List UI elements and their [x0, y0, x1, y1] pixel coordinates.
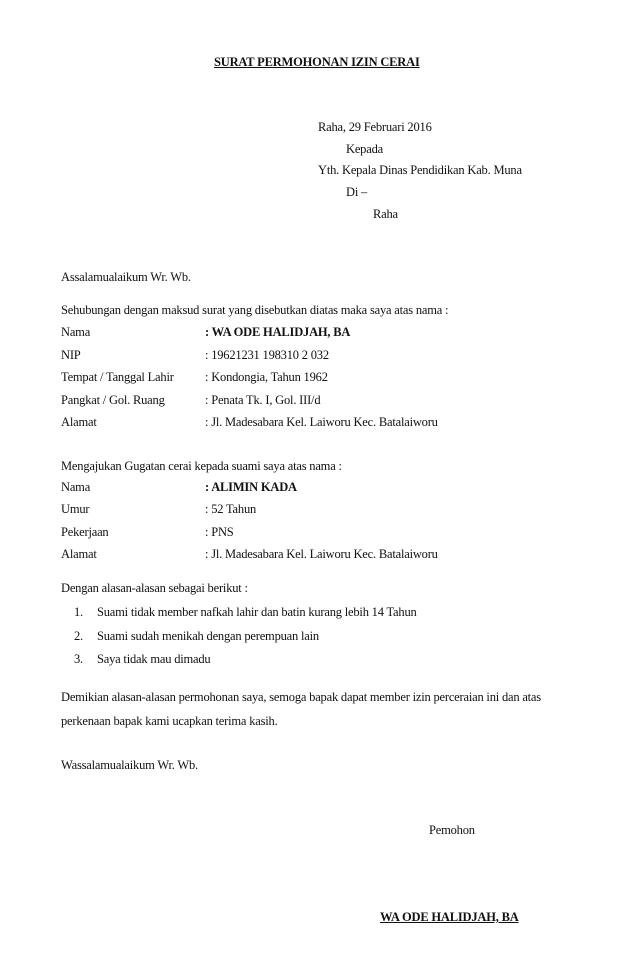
applicant-label: Nama: [61, 325, 91, 339]
reason-text: Saya tidak mau dimadu: [97, 652, 211, 666]
reason-number: 3.: [74, 652, 83, 666]
husband-value: : 52 Tahun: [205, 502, 257, 516]
recipient-kepada: Kepada: [346, 142, 383, 156]
applicant-value: : Penata Tk. I, Gol. III/d: [205, 393, 321, 407]
letter-title: SURAT PERMOHONAN IZIN CERAI: [214, 55, 420, 69]
lawsuit-intro: Mengajukan Gugatan cerai kepada suami saya atas nama :: [61, 459, 342, 473]
signer-name: WA ODE HALIDJAH, BA: [380, 910, 519, 924]
signer-title: Pemohon: [429, 823, 475, 837]
recipient-yth: Yth. Kepala Dinas Pendidikan Kab. Muna: [318, 163, 522, 177]
husband-label: Pekerjaan: [61, 525, 109, 539]
applicant-value: : 19621231 198310 2 032: [205, 348, 329, 362]
husband-label: Alamat: [61, 547, 97, 561]
recipient-di: Di –: [346, 185, 368, 199]
recipient-city: Raha: [373, 207, 398, 221]
reasons-intro: Dengan alasan-alasan sebagai berikut :: [61, 581, 248, 595]
husband-value: : Jl. Madesabara Kel. Laiworu Kec. Batalaiworu: [205, 547, 438, 561]
applicant-value: : Kondongia, Tahun 1962: [205, 370, 328, 384]
husband-label: Umur: [61, 502, 90, 516]
intro-paragraph: Sehubungan dengan maksud surat yang disebutkan diatas maka saya atas nama :: [61, 303, 449, 317]
reason-text: Suami sudah menikah dengan perempuan lain: [97, 629, 319, 643]
applicant-label: Alamat: [61, 415, 97, 429]
farewell: Wassalamualaikum Wr. Wb.: [61, 758, 198, 772]
closing-paragraph-line1: Demikian alasan-alasan permohonan saya, semoga bapak dapat member izin perceraian ini dan atas: [61, 690, 541, 704]
husband-label: Nama: [61, 480, 91, 494]
reason-text: Suami tidak member nafkah lahir dan batin kurang lebih 14 Tahun: [97, 605, 417, 619]
husband-value: : ALIMIN KADA: [205, 480, 297, 494]
applicant-label: NIP: [61, 348, 81, 362]
place-date: Raha, 29 Februari 2016: [318, 120, 432, 134]
applicant-value: : Jl. Madesabara Kel. Laiworu Kec. Batalaiworu: [205, 415, 438, 429]
husband-value: : PNS: [205, 525, 234, 539]
applicant-label: Pangkat / Gol. Ruang: [61, 393, 165, 407]
applicant-label: Tempat / Tanggal Lahir: [61, 370, 174, 384]
reason-number: 2.: [74, 629, 83, 643]
applicant-value: : WA ODE HALIDJAH, BA: [205, 325, 351, 339]
closing-paragraph-line2: perkenaan bapak kami ucapkan terima kasih.: [61, 714, 278, 728]
greeting: Assalamualaikum Wr. Wb.: [61, 270, 191, 284]
reason-number: 1.: [74, 605, 83, 619]
